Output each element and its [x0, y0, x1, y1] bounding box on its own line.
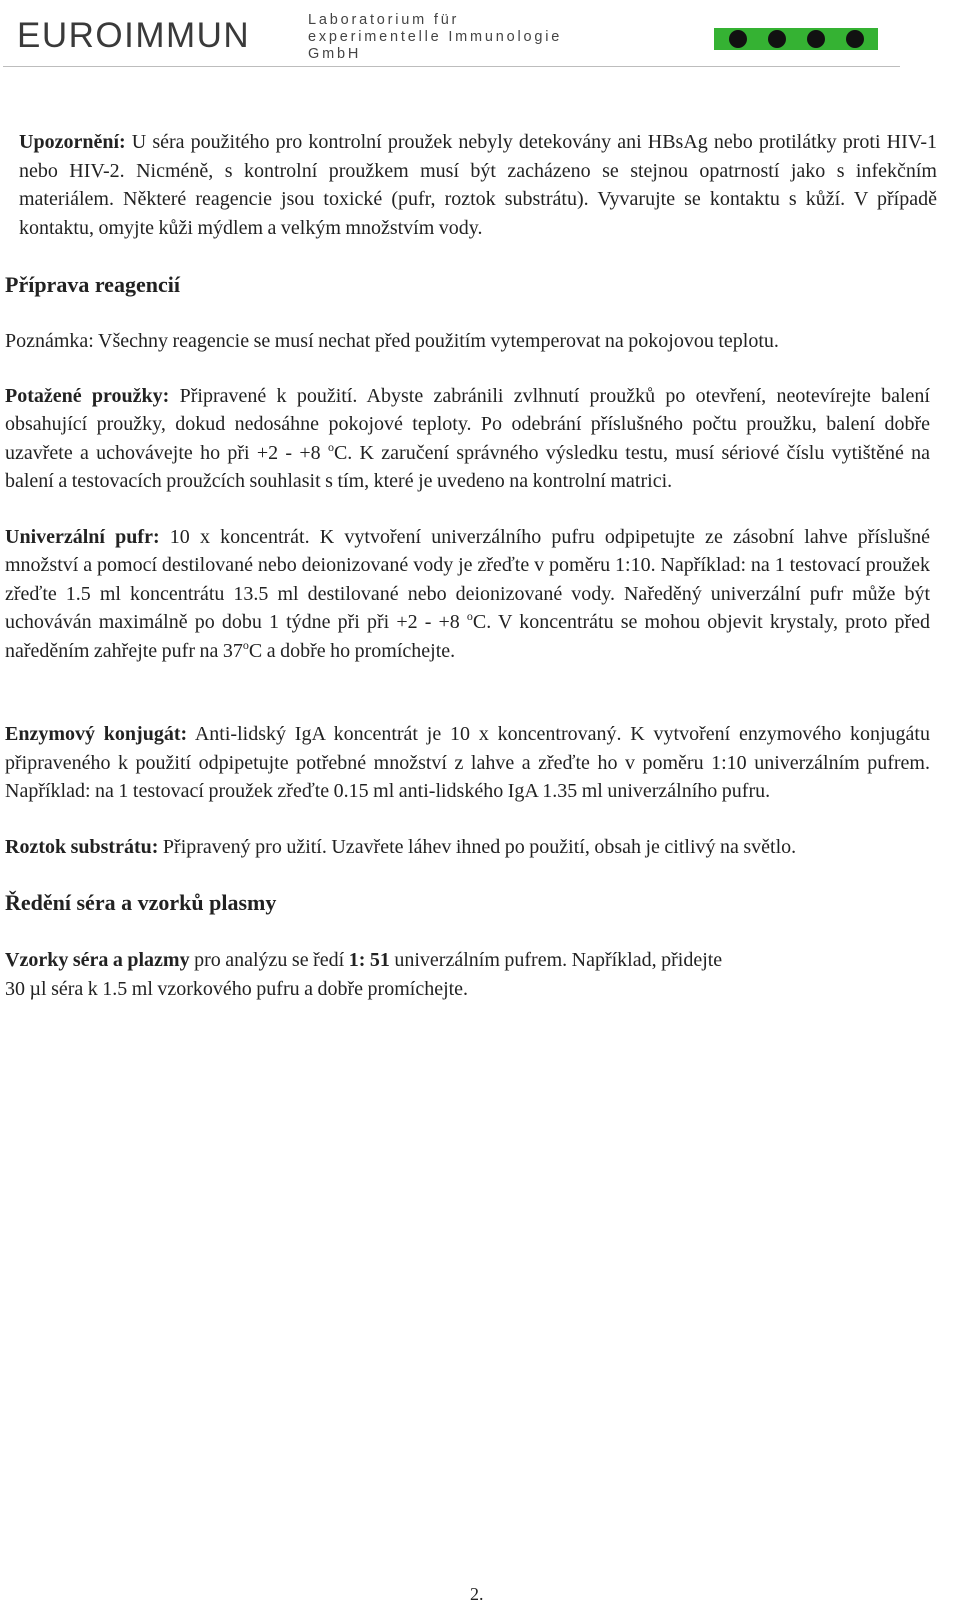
logo-bar-icon	[714, 28, 878, 50]
document-header	[0, 0, 900, 68]
subtitle-line: GmbH	[308, 46, 362, 62]
dilution-ratio: 1: 51	[348, 949, 390, 971]
logo-dot-icon	[846, 30, 864, 48]
strips-paragraph	[5, 382, 930, 496]
strips-label: Potažené proužky:	[5, 384, 170, 407]
warning-paragraph	[5, 128, 937, 242]
document-body	[5, 128, 957, 1003]
buffer-paragraph	[5, 523, 930, 666]
section-heading-reagents: Příprava reagencií	[5, 272, 180, 297]
page-number: 2.	[470, 1584, 484, 1604]
dilution-paragraph	[5, 946, 930, 1003]
note-paragraph: Poznámka: Všechny reagencie se musí nechat před použitím vytemperovat na pokojovou teplotu.	[5, 330, 779, 352]
buffer-text-a: 10 x koncentrát. K vytvoření univerzálního pufru odpipetujte ze zásobní lahve příslušné množství a pomocí destilované nebo deionizované vody je zřeďte v poměru 1:10. Například: na 1 testovací proužek zřeďte 1.5 ml koncentrátu 13.5 ml destilované nebo deionizované vody. Naředěný univerzální pufr může být uchováván maximálně po dobu 1 týdne při při +2 - +8	[5, 525, 930, 633]
section-heading-dilution: Ředění séra a vzorků plasmy	[5, 890, 277, 915]
buffer-label: Univerzální pufr:	[5, 525, 160, 548]
degree-sup: o	[466, 609, 473, 623]
conjugate-text: Anti-lidský IgA koncentrát je 10 x koncentrovaný. K vytvoření enzymového konjugátu připraveného k použití odpipetujte potřebné množství z lahve a zřeďte ho v poměru 1:10 univerzálním pufrem. Například: na 1 testovací proužek zřeďte 0.15 ml anti-lidského IgA 1.35 ml univerzálního pufru.	[5, 723, 930, 802]
warning-text: U séra použitého pro kontrolní proužek nebyly detekovány ani HBsAg nebo protilátky proti HIV-1 nebo HIV-2. Nicméně, s kontrolní proužkem musí být zacházeno se stejnou opatrností jako s infekčním materiálem. Některé reagencie jsou toxické (pufr, roztok substrátu). Vyvarujte se kontaktu s kůží. V případě kontaktu, omyjte kůži mýdlem a velkým množstvím vody.	[19, 131, 937, 239]
dilution-text-b: univerzálním pufrem. Například, přidejte	[389, 949, 723, 971]
conjugate-paragraph	[5, 720, 930, 806]
substrate-text: Připravený pro užití. Uzavřete láhev ihned po použití, obsah je citlivý na světlo.	[158, 835, 797, 858]
brand-name: EUROIMMUN	[17, 16, 251, 55]
logo-dot-icon	[807, 30, 825, 48]
logo-dot-icon	[768, 30, 786, 48]
logo-dot-icon	[729, 30, 747, 48]
dilution-line-2: 30 µl séra k 1.5 ml vzorkového pufru a dobře promíchejte.	[5, 977, 469, 1000]
company-subtitle	[308, 12, 562, 63]
dilution-label: Vzorky séra a plazmy	[5, 949, 190, 971]
degree-sup: o	[242, 637, 249, 652]
strips-text-b: C. K zaručení správného výsledku testu, musí sériové číslu vytištěné na balení a testovacích proužcích souhlasit s tím, které je uvedeno na kontrolní matrici.	[5, 441, 930, 492]
conjugate-label: Enzymový konjugát:	[5, 723, 188, 745]
subtitle-line: Laboratorium für	[308, 12, 460, 28]
substrate-label: Roztok substrátu:	[5, 835, 159, 858]
header-divider	[3, 66, 900, 67]
warning-label: Upozornění:	[19, 131, 126, 153]
substrate-paragraph	[5, 833, 930, 862]
degree-sup: o	[327, 439, 334, 454]
dilution-text-a: pro analýzu se ředí	[189, 949, 349, 971]
buffer-text-c: C a dobře ho promíchejte.	[248, 639, 456, 662]
buffer-text-b: C. V koncentrátu se mohou objevit krystaly, proto před naředěním zahřejte pufr na 37	[5, 611, 930, 662]
subtitle-line: experimentelle Immunologie	[308, 29, 563, 45]
strips-text-a: Připravené k použití. Abyste zabránili zvlhnutí proužků po otevření, neotevírejte balení obsahující proužky, dokud nedosáhne pokojové teploty. Po odebrání příslušného počtu proužku, balení dobře uzavřete a uchovávejte ho při +2 - +8	[5, 384, 930, 464]
